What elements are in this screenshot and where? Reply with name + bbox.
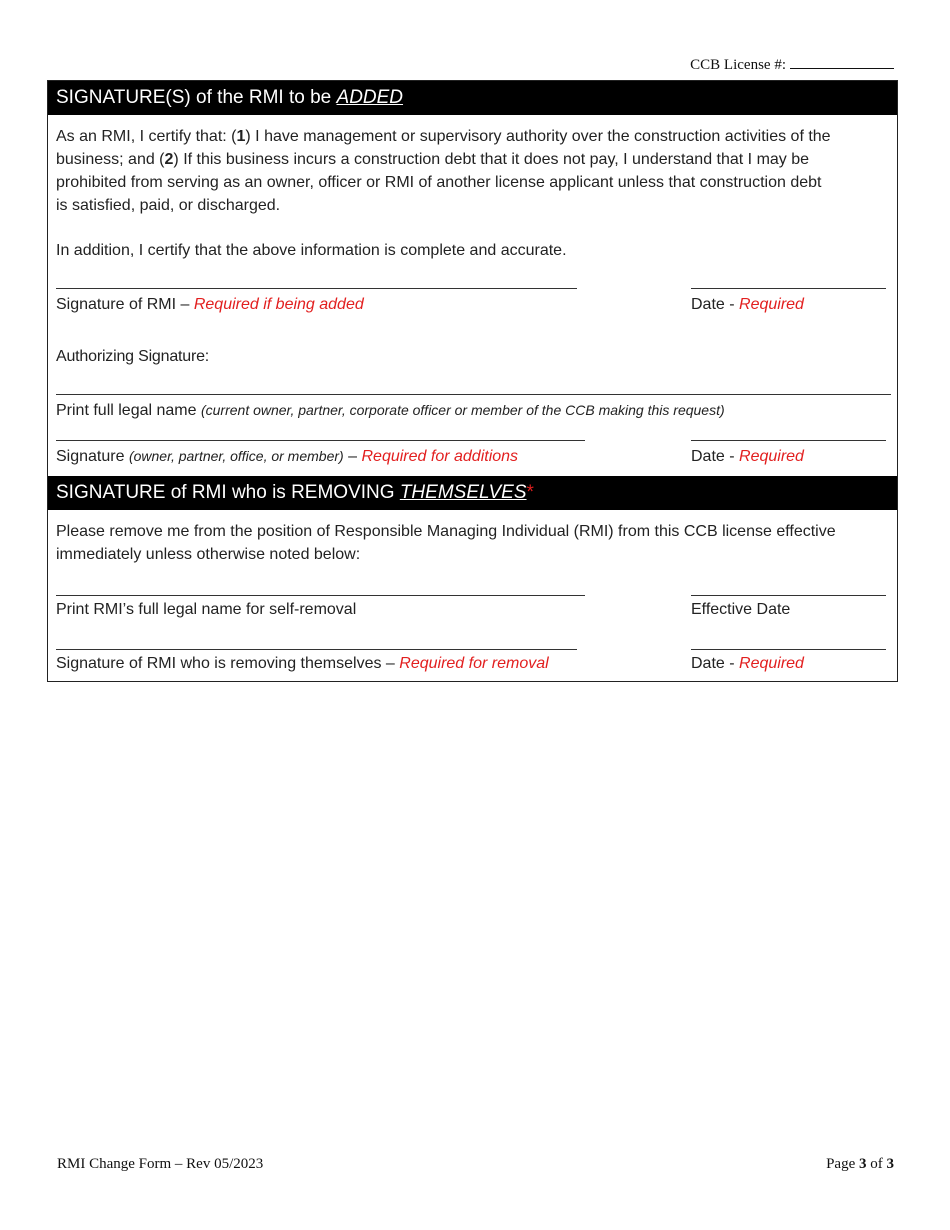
authorizing-signature-label: Signature (owner, partner, office, or member) – Required for additions [56,448,519,465]
addition-statement: In addition, I certify that the above information is complete and accurate. [56,242,567,259]
removal-signature-line[interactable] [56,649,577,650]
required-note: Required if being added [193,296,364,313]
effective-date-label: Effective Date [691,601,791,618]
rmi-date-label: Date - Required [691,296,804,313]
form-frame [47,80,898,682]
removal-print-name-label: Print RMI’s full legal name for self-removal [56,601,357,618]
cert-number-2: 2 [164,151,174,168]
removal-date-line[interactable] [691,649,886,650]
rmi-date-line[interactable] [691,288,886,289]
section-remove-emphasis: THEMSELVES [399,482,527,503]
section-added-emphasis: ADDED [336,87,404,108]
asterisk: * [526,482,534,503]
removal-signature-label: Signature of RMI who is removing themselves – Required for removal [56,655,549,672]
authorizing-date-label: Date - Required [691,448,804,465]
footer-page-number: Page 3 of 3 [826,1156,894,1172]
print-name-label: Print full legal name (current owner, partner, corporate officer or member of the CCB making this request) [56,402,725,419]
rmi-signature-label: Signature of RMI – Required if being added [56,296,364,313]
authorizing-signature-line[interactable] [56,440,585,441]
removal-date-label: Date - Required [691,655,804,672]
authorizing-signature-heading: Authorizing Signature: [56,348,210,365]
removal-paragraph: Please remove me from the position of Responsible Managing Individual (RMI) from this CCB license effective immediately unless otherwise noted below: [56,523,836,563]
cert-number-1: 1 [236,128,246,145]
removal-print-name-line[interactable] [56,595,585,596]
footer-form-name: RMI Change Form – Rev 05/2023 [57,1156,264,1172]
rmi-signature-line[interactable] [56,288,577,289]
ccb-license-input[interactable] [790,56,894,69]
section-remove-title: SIGNATURE of RMI who is REMOVING [56,482,400,503]
section-remove-header [48,476,897,510]
authorizing-date-line[interactable] [691,440,886,441]
certification-paragraph: As an RMI, I certify that: (1) I have management or supervisory authority over the construction activities of the business; and (2) If this business incurs a construction debt that it does not pay, I understand that I may be prohibited from serving as an owner, officer or RMI of another license applicant unless that construction debt is satisfied, paid, or discharged. [56,128,831,214]
ccb-license-label: CCB License #: [690,57,786,73]
section-added-header [48,81,897,115]
effective-date-line[interactable] [691,595,886,596]
section-added-title: SIGNATURE(S) of the RMI to be [56,87,337,108]
print-name-line[interactable] [56,394,891,395]
ccb-license-field [690,56,894,74]
